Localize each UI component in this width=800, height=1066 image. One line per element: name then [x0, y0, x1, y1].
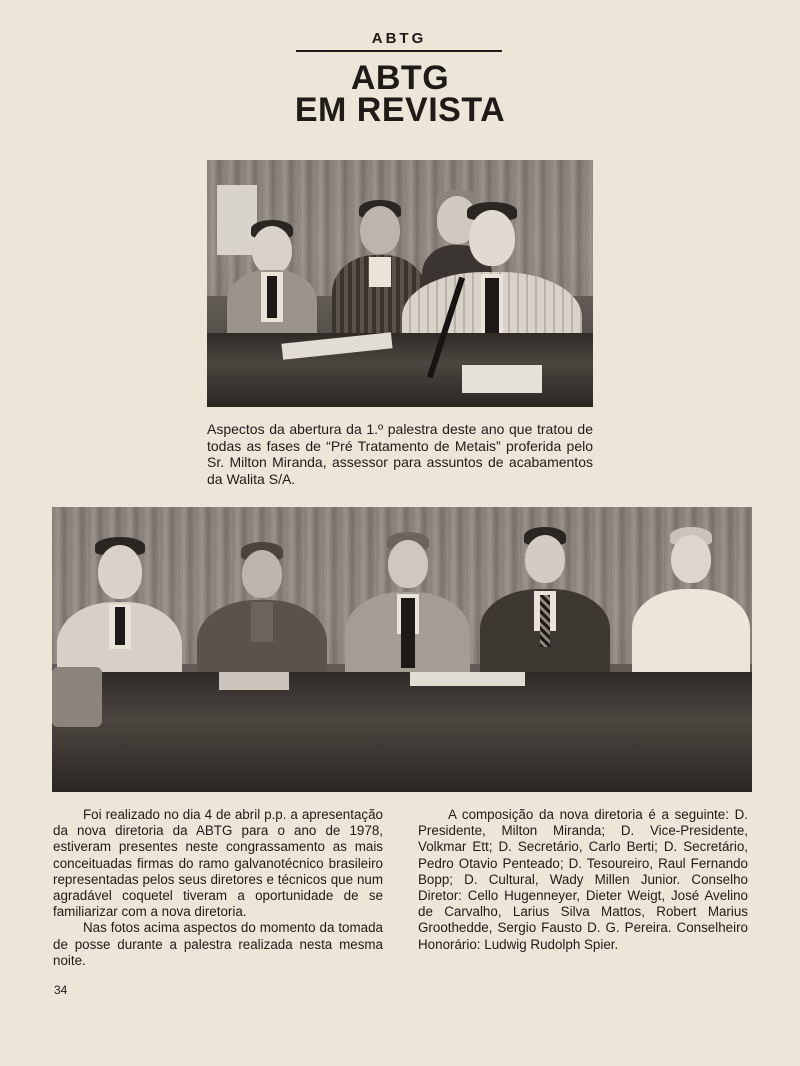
person: [480, 527, 610, 677]
top-photo: [207, 160, 593, 407]
title-line-1: ABTG: [350, 59, 450, 97]
article-paragraph: Nas fotos acima aspectos do momento da tomada de posse durante a palestra realizada nesta mesma noite.: [53, 920, 383, 968]
top-photo-caption: Aspectos da abertura da 1.º palestra deste ano que tratou de todas as fases de “Pré Tratamento de Metais” proferida pelo Sr. Milton Miranda, assessor para assuntos de acabamentos da Walita S/A.: [207, 421, 593, 487]
section-label: ABTG: [371, 30, 427, 47]
person: [632, 527, 750, 677]
document: [219, 672, 289, 690]
article-paragraph: Foi realizado no dia 4 de abril p.p. a apresentação da nova diretoria da ABTG para o ano de 1978, estiveram presentes neste congrassamento as mais conceituadas firmas do ramo galvanotécnico brasileiro representadas pelos seus diretores e técnicos que num agradável coquetel tiveram a oportunidade de se familiarizar com a nova diretoria.: [53, 807, 383, 920]
person: [227, 220, 317, 340]
section-rule: [296, 50, 502, 52]
article-right-column: [418, 807, 748, 953]
bottom-photo: [52, 507, 752, 792]
person: [197, 542, 327, 692]
table: [52, 672, 752, 792]
microphone: [52, 667, 102, 727]
title-line-2: EM REVISTA: [294, 91, 506, 129]
article-left-column: [53, 807, 383, 969]
person: [345, 532, 470, 682]
page-number: 34: [54, 983, 68, 997]
document: [462, 365, 542, 393]
page-title: [200, 59, 600, 129]
article-paragraph: A composição da nova diretoria é a seguinte: D. Presidente, Milton Miranda; D. Vice-Presidente, Volkmar Ett; D. Secretário, Carlo Berti; D. Secretário, Pedro Otavio Penteado; D. Tesoureiro, Raul Fernando Bopp; D. Cultural, Wady Millen Junior. Conselho Diretor: Cello Hugenneyer, Dieter Weigt, José Avelino de Carvalho, Larius Silva Mattos, Robert Marius Groothedde, Sergio Fausto D. G. Pereira. Conselheiro Honorário: Ludwig Rudolph Spier.: [418, 807, 748, 952]
document: [410, 672, 525, 686]
